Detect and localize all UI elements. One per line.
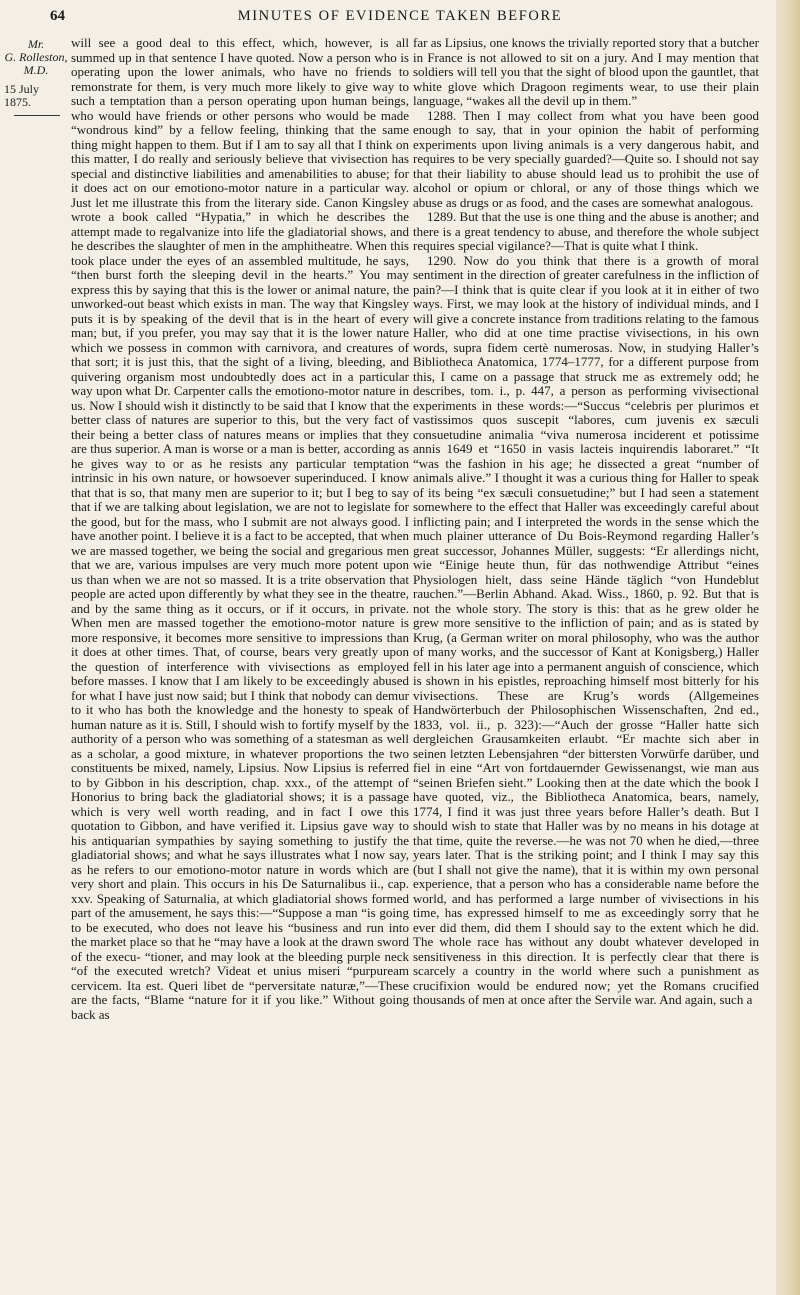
witness-degree: M.D. — [23, 63, 49, 77]
paragraph-question-1288: 1288. Then I may collect from what you have been good enough to say, that in your opinion the habit of performing experiments upon living animals is a very dangerous habit, and requires to be very specially guarded?—Quite so. I should not say that their liability to abuse should lead us to prohibit the use of alcohol or opium or chloral, or any of those things which we abuse as drugs or as food, and the cases are somewhat analogous. — [413, 107, 759, 210]
page-number: 64 — [50, 8, 65, 24]
left-column — [71, 36, 409, 1022]
running-title: MINUTES OF EVIDENCE TAKEN BEFORE — [237, 8, 563, 24]
paragraph-question-1290: 1290. Now do you think that there is a growth of moral sentiment in the direction of greater carefulness in the infliction of pain?—I think that is quite clear if you look at it in either of two ways. First, we may look at the history of individual minds, and I will give a concrete instance from traditions relating to the famous Haller, who did at one time practise vivisections, in his own words, supra fidem certè numerosas. Now, in studying Haller’s Bibliotheca Anatomica, 1774–1777, for a different purpose from this, I came on a passage that struck me as extremely odd; he describes, tom. i., p. 447, a person as performing vivisectional experiments in these words:—“Succus “celebris per plurimos et vastissimos quos suscepit “labores, cum juvenis ex sæculi consuetudine animalia “viva numerosa inciderent et potissime annis 1649 et “1650 in vasis lacteis inquirendis laboraret.” “It “was the fashion in his age; he dissected a great “number of animals alive.” I thought it was a curious thing for Haller to speak of its being “ex sæculi consuetudine;” but I had seen a statement somewhere to the effect that Haller was exceedingly careful about inflicting pain; and I interpreted the words in the sense which the much plainer utterance of Du Bois-Reymond regarding Haller’s great successor, Johannes Müller, suggests: “Er allerdings nicht, wie “Einige heute thun, für das nothwendige Attribut “eines Physiologen hielt, dass seine Hände täglich “von Hundeblut rauchen.”—Berlin Abhand. Akad. Wiss., 1860, p. 92. But that is not the whole story. The story is this: that as he grew older he grew more sensitive to the infliction of pain; and as is stated by Krug, (a German writer on moral philosophy, who was the author of many works, and the successor of Kant at Konigsberg,) Haller fell in his later age into a permanent anguish of conscience, which is shown in his epistles, reproaching himself most bitterly for his vivisections. These are Krug’s words (Allgemeines Handwörterbuch der Philosophischen Wissenschaften, 2nd ed., 1833, vol. ii., p. 323):—“Auch der grosse “Haller hatte sich dergleichen Grausamkeiten erlaubt. “Er machte sich aber in seinen letzten Lebensjahren “der bittersten Vorwürfe darüber, und fiel in eine “Art von fortdauernder Gewissenangst, wie man aus “seinen Briefen sieht.” Looking then at the date which the book I have quoted, viz., the Bibliotheca Anatomica, bears, namely, 1774, I find it was just three years before Haller’s death. But I should wish to state that Haller was by no means in his dotage at that time, quite the reverse.—he was not 70 when he died,—three years later. That is the striking point; and I think I may say this (but I shall not give the name), that it is within my own personal experience, that a person who has a considerable name before the world, and has performed a large number of vivisections in his time, has expressed himself to me as exceedingly sorry that he ever did them, did them I should say to the extent which he did. The whole race has without any doubt whatever developed in sensitiveness in this direction. It is perfectly clear that there is scarcely a country in the world where such a punishment as crucifixion would be endured now; yet the Romans crucified thousands of men at once after the Servile war. And again, such a — [413, 252, 759, 1007]
sitting-date: 15 July 1875. — [4, 82, 40, 109]
witness-honorific: Mr. — [27, 37, 45, 51]
paragraph: will see a good deal to this effect, which, however, is all summed up in that sentence I have quoted. Now a person who is operating upon the lower animals, who have no friends to remonstrate for them, is very much more likely to give way to such a temptation than a person operating upon human beings, who would have friends or other persons who would be made “wondrous kind” by a fellow feeling, thinking that the same thing might happen to them. But if I am to say all that I think on this matter, I do really and seriously believe that vivisection has special and distinctive liabilities and amenabilities to abuse; for it does act on our emotiono-motor nature in a particular way. Just let me illustrate this from the literary side. Canon Kingsley wrote a book called “Hypatia,” in which he describes the attempt made to regalvanize into life the gladiatorial shows, and he describes the slaughter of men in the amphitheatre. When this took place under the eyes of an assembled multitude, he says, “then burst forth the sleeping devil in the hearts.” You may express this by saying that this is the lower or animal nature, the unworked-out beast which exists in man. The way that Kingsley puts it is by speaking of the devil that is in the heart of every man; but, if you prefer, you may say that it is the lower nature which we possess in common with carnivora, and creatures of that sort; it is just this, that the sight of a living, bleeding, and quivering organism most undoubtedly does act in a particular way upon what Dr. Carpenter calls the emotiono-motor nature in us. Now I should wish it distinctly to be said that I know that the better class of natures are superior to this, but the very fact of their being a better class of natures means or implies that they are thus superior. A man is worse or a man is better, according as he gives way to or as he resists any particular temptation intrinsic in his own nature, or howsoever superinduced. I know that that is so, that many men are superior to it; but I beg to say that if we are talking about legislation, we are not to legislate for the good, but for the mass, who I submit are not always good. I have another point. I believe it is a fact to be accepted, that when we are massed together, we being the social and gregarious men that we are, various impulses are very much more potent upon us than when we are not so massed. It is a trite observation that people are acted upon differently by what they see in the theatre, and by the same thing as it occurs, or if it occurs, in private. When men are massed together the emotiono-motor nature is more responsive, it becomes more sensitive to impressions than it does at other times. That, of course, bears very greatly upon the question of interference with vivisections as employed before masses. I know that I am likely to be exceedingly abused for what I have just now said; but I think that nobody can demur to it who has both the knowledge and the honesty to speak of human nature as it is. Still, I should wish to fortify myself by the authority of a person who was something of a statesman as well as a scholar, a good mixture, in whatever proportions the two constituents be mixed, namely, Lipsius. Now Lipsius is referred to by Gibbon in his description, chap. xxx., of the attempt of Honorius to bring back the gladiatorial shows; it is a passage which is very well worth reading, and in fact I owe this quotation to Gibbon, and have verified it. Lipsius gave way to his antiquarian sympathies by saying something to justify the gladiatorial shows; and what he says illustrates what I now say, as he refers to our emotiono-motor nature in words which are very short and plain. This occurs in his De Saturnalibus ii., cap. xxv. Speaking of Saturnalia, at which gladiatorial shows formed part of the amusement, he says this:—“Suppose a man “is going to be executed, who does not leave his “business and run into the market place so that he “may have a look at the drawn sword of the execu- “tioner, and may look at the bleeding purple neck “of the executed wretch? Videat et unius miseri “purpuream cervicem. Ita est. Queri libet de “perversitate naturæ,”—These are the facts, “Blame “nature for it if you like.” Without going back as — [71, 35, 409, 1022]
paragraph: far as Lipsius, one knows the trivially reported story that a butcher in France is not allowed to sit on a jury. And I may mention that soldiers will tell you that the sight of blood upon the gauntlet, that white glove which Dragoon regiments wear, to use their plain language, “wakes all the devil up in them.” — [413, 35, 759, 108]
paragraph-question-1289: 1289. But that the use is one thing and the abuse is another; and there is a great tendency to abuse, and therefore the whole subject requires special vigilance?—That is quite what I think. — [413, 209, 759, 253]
page-edge — [776, 0, 800, 1295]
margin-note — [4, 38, 68, 116]
right-column — [413, 36, 759, 1008]
margin-rule — [14, 115, 60, 116]
witness-name: G. Rolleston, — [4, 50, 68, 64]
